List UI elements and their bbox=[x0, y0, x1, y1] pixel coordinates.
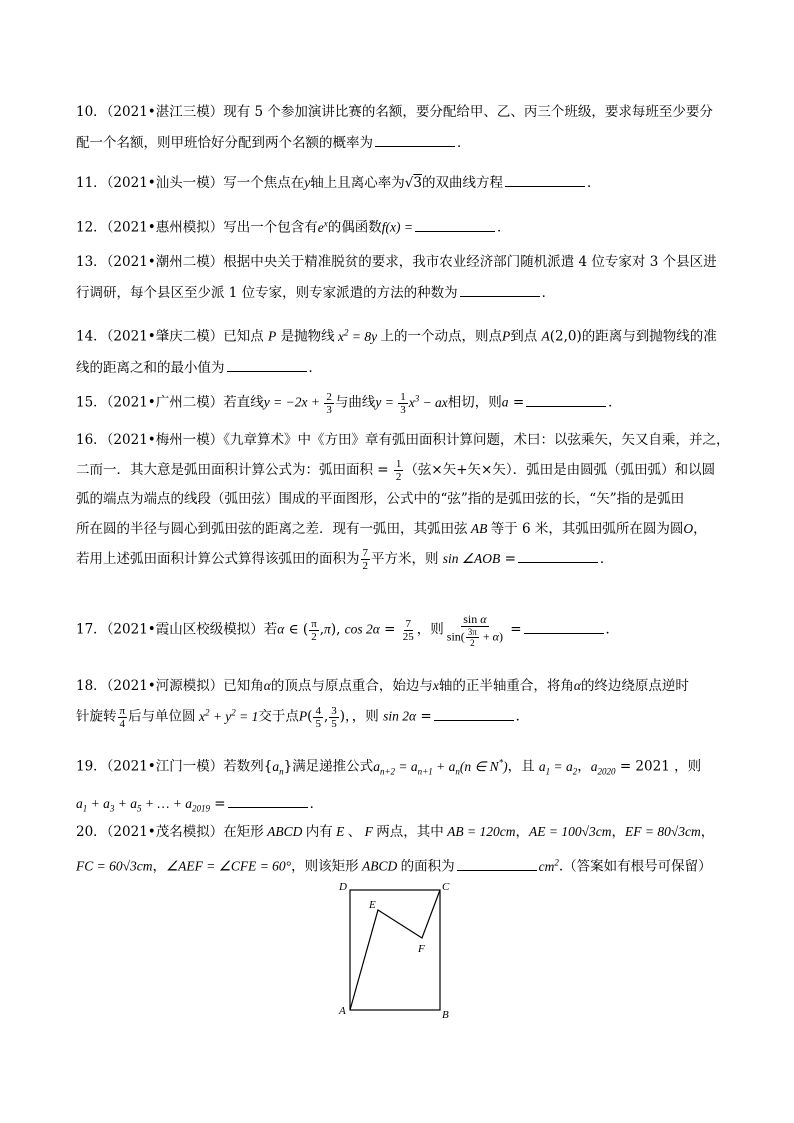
question-20: 20．（2021•茂名模拟）在矩形 ABCD 内有 E 、 F 两点，其中 AB = 120cm，AE = 100√3cm，EF = 80√3cm， FC = 60√3cm，∠AEF = ∠CFE = 60°，则该矩形 ABCD 的面积为 $cm^2$.（答案如有根号可保留） bbox=[76, 824, 715, 875]
label-a: A bbox=[339, 1005, 346, 1017]
answer-blank[interactable] bbox=[457, 856, 537, 871]
question-17: 17．（2021•霞山区校级模拟）若α ∈ ( $\frac{\pi}{2}$ ,π), cos 2α = $\frac{7}{25}$ ，则 sin α sin( $\frac{3\pi}{2}$ + α) = ． bbox=[76, 612, 620, 648]
answer-blank[interactable] bbox=[524, 619, 604, 634]
question-18: 18．（2021•河源模拟）已知角α的顶点与原点重合，始边与x轴的正半轴重合，将角α的终边绕原点逆时 针旋转 $\frac{\pi}{4}$ 后与单位圆 $x^2 + y^2 = 1$交于点P( $\frac{4}{5}$ , $\frac{3}{5}$ )，，则 sin 2α = ． bbox=[76, 678, 689, 730]
answer-blank[interactable] bbox=[518, 548, 598, 563]
label-f: F bbox=[418, 943, 425, 955]
label-e: E bbox=[369, 899, 376, 911]
answer-blank[interactable] bbox=[434, 706, 514, 721]
q10-line2: 配一个名额，则甲班恰好分配到两个名额的概率为 ． bbox=[76, 132, 726, 153]
answer-blank[interactable] bbox=[227, 357, 307, 372]
answer-blank[interactable] bbox=[460, 282, 540, 297]
label-c: C bbox=[442, 882, 450, 893]
answer-blank[interactable] bbox=[526, 392, 606, 407]
question-13: 13．（2021•潮州二模）根据中央关于精准脱贫的要求，我市农业经济部门随机派遣 4 位专家对 3 个县区进 行调研，每个县区至少派 1 位专家，则专家派遣的方法的种数为 ． bbox=[76, 254, 717, 301]
q10-line1: 10．（2021•湛江三模）现有 5 个参加演讲比赛的名额，要分配给甲、乙、丙三个班级，要求每班至少要分 bbox=[76, 104, 713, 120]
question-12: 12．（2021•惠州模拟）写出一个包含有$e^x$的偶函数f(x) = ． bbox=[76, 218, 511, 236]
label-b: B bbox=[442, 1009, 449, 1021]
question-19: 19．（2021•江门一模）若数列$\{a_n\}$满足递推公式$a_{n+2} = a_{n+1} + a_n(n$ ∈ N*)，且 $a_1 = a_2$，$a_{2020} = 2021$ ，则 $a_1 + a_3 + a_5$ + … + $a_{2019}$ = ． bbox=[76, 757, 702, 814]
question-14: 14．（2021•肇庆二模）已知点 P 是抛物线 $x^2 = 8y$ 上的一个动点，则点P到点 A(2,0)的距离与到抛物线的准 线的距离之和的最小值为 ． bbox=[76, 327, 717, 376]
answer-blank[interactable] bbox=[505, 172, 585, 187]
question-15: 15．（2021•广州二模）若直线y = −2x + $\frac{2}{3}$ 与曲线y = $\frac{1}{3}$ $x^3$ − ax相切，则a = ． bbox=[76, 390, 622, 416]
question-16: 16．（2021•梅州一模）《九章算术》中《方田》章有弧田面积计算问题，术曰：以弦乘矢，矢又自乘，并之， 二而一．其大意是弧田面积计算公式为：弧田面积 = $\frac{1}{2}$ （弦×矢+矢×矢）．弧田是由圆弧（弧田弧）和以圆 弧的端点为端点的线段（弧田弦）围成的平面图形，公式中的“弦”指的是弧田弦的长，“矢”指的是弧田 所在圆的半径与圆心到弧田弦的距离之差．现有一弧田，其弧田弦 AB 等于 6 米，其弧田弧所在圆为圆O， 若用上述弧田面积计算公式算得该弧田的面积为 $\frac{7}{2}$ 平方米，则 sin ∠AOB = ． bbox=[76, 432, 730, 572]
question-10 bbox=[76, 102, 726, 153]
answer-blank[interactable] bbox=[415, 217, 495, 232]
answer-blank[interactable] bbox=[375, 132, 455, 147]
answer-blank[interactable] bbox=[228, 793, 308, 808]
path-aefc bbox=[350, 890, 440, 1010]
label-d: D bbox=[339, 882, 347, 893]
rectangle-figure bbox=[330, 882, 460, 1022]
rectangle-abcd bbox=[350, 890, 440, 1010]
question-11: 11．（2021•汕头一模）写一个焦点在y轴上且离心率为√3的双曲线方程 ． bbox=[76, 172, 726, 193]
